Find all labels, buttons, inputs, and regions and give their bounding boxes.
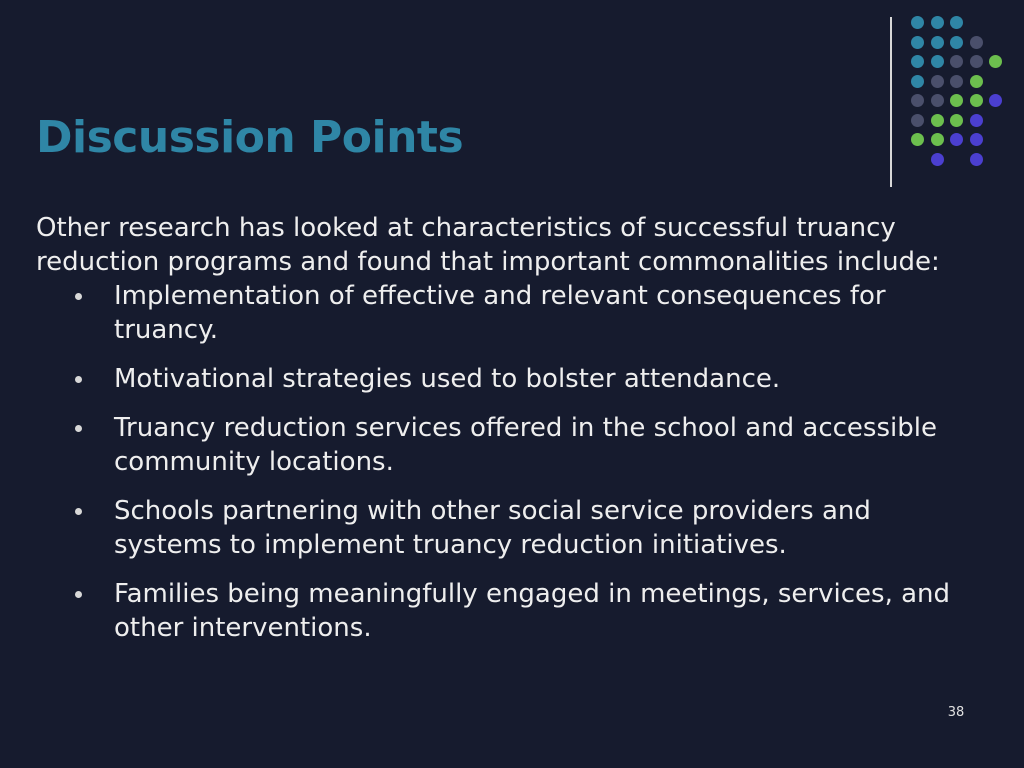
list-item: [36, 494, 966, 562]
page-number: 38: [947, 705, 965, 720]
decorative-dot: [950, 36, 963, 49]
decorative-dot: [950, 16, 963, 29]
decorative-dot: [931, 114, 944, 127]
decorative-dot: [970, 94, 983, 107]
decorative-dot: [911, 36, 924, 49]
decorative-dot: [950, 114, 963, 127]
list-item: [36, 411, 966, 479]
slide-title: Discussion Points: [36, 112, 464, 163]
decorative-dot: [931, 153, 944, 166]
bullet-text: Motivational strategies used to bolster attendance.: [114, 364, 781, 394]
decorative-dot: [911, 16, 924, 29]
decorative-dot: [970, 55, 983, 68]
decorative-dot: [970, 114, 983, 127]
bullet-text: Implementation of effective and relevant consequences for truancy.: [114, 281, 886, 345]
decorative-dot: [931, 36, 944, 49]
bullet-icon: [75, 376, 82, 383]
decorative-dot: [911, 133, 924, 146]
decorative-dot: [950, 94, 963, 107]
bullet-list: [36, 279, 966, 645]
list-item: [36, 577, 966, 645]
vertical-divider: [890, 17, 892, 187]
decorative-dot: [931, 94, 944, 107]
decorative-dot: [931, 16, 944, 29]
list-item: [36, 362, 966, 396]
decorative-dot: [911, 55, 924, 68]
decorative-dot: [970, 153, 983, 166]
decorative-dot-grid: [0, 0, 1024, 200]
decorative-dot: [989, 55, 1002, 68]
bullet-icon: [75, 591, 82, 598]
bullet-icon: [75, 508, 82, 515]
decorative-dot: [950, 55, 963, 68]
list-item: [36, 279, 966, 347]
bullet-text: Truancy reduction services offered in the school and accessible community locations.: [114, 413, 937, 477]
decorative-dot: [931, 55, 944, 68]
bullet-icon: [75, 425, 82, 432]
bullet-text: Families being meaningfully engaged in meetings, services, and other interventions.: [114, 579, 951, 643]
decorative-dot: [911, 94, 924, 107]
decorative-dot: [970, 36, 983, 49]
slide-body: [36, 211, 966, 660]
decorative-dot: [970, 75, 983, 88]
decorative-dot: [931, 75, 944, 88]
decorative-dot: [931, 133, 944, 146]
bullet-text: Schools partnering with other social service providers and systems to implement truancy reduction initiatives.: [114, 496, 871, 560]
decorative-dot: [911, 114, 924, 127]
decorative-dot: [950, 133, 963, 146]
decorative-dot: [989, 94, 1002, 107]
bullet-icon: [75, 293, 82, 300]
decorative-dot: [970, 133, 983, 146]
intro-paragraph: Other research has looked at characteristics of successful truancy reduction programs and found that important commonalities include:: [36, 213, 940, 277]
decorative-dot: [950, 75, 963, 88]
decorative-dot: [911, 75, 924, 88]
